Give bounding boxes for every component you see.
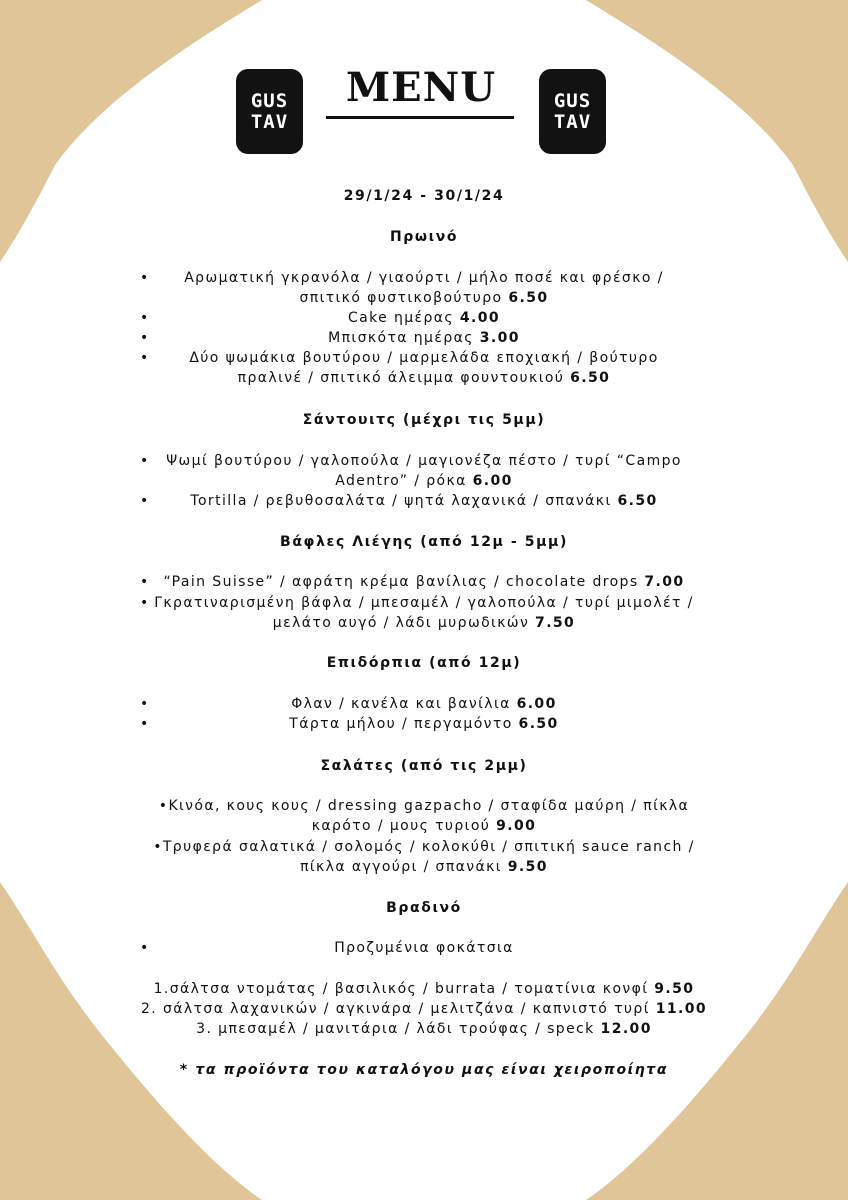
bullet: • (140, 716, 149, 732)
item-text: πίκλα αγγούρι / σπανάκι (300, 859, 508, 875)
logo-text-line1: GUS (553, 89, 592, 112)
item-price: 12.00 (600, 1021, 652, 1037)
gustav-logo-right (539, 69, 606, 154)
menu-item-line (0, 473, 848, 489)
logo-text-line2: TAV (553, 110, 592, 133)
section-heading-waffles: Βάφλες Λιέγης (από 12μ - 5μμ) (280, 534, 568, 550)
menu-item-line (0, 290, 848, 306)
menu-item-line (0, 716, 848, 732)
section-heading-sandwiches: Σάντουιτς (μέχρι τις 5μμ) (302, 412, 546, 428)
item-price: 6.50 (508, 290, 549, 306)
item-price: 9.50 (654, 981, 695, 997)
item-price: 9.00 (496, 818, 537, 834)
bullet: • (140, 696, 149, 712)
section-heading-desserts: Επιδόρπια (από 12μ) (326, 655, 522, 671)
section-heading-dinner: Βραδινό (386, 900, 462, 916)
item-text: Τάρτα μήλου / περγαμόντο (289, 716, 519, 732)
bullet: • (140, 330, 149, 346)
item-text: 3. μπεσαμέλ / μανιτάρια / λάδι τρούφας / speck (196, 1021, 601, 1037)
item-text: Adentro” / ρόκα (335, 473, 473, 489)
date-range: 29/1/24 - 30/1/24 (343, 188, 505, 204)
bullet: • (140, 574, 149, 590)
bullet: • (140, 310, 149, 326)
bullet: • (140, 940, 149, 956)
menu-item-line (0, 981, 848, 997)
bullet: • (140, 350, 149, 366)
menu-item-line: •Κινόα, κους κους / dressing gazpacho / σταφίδα μαύρη / πίκλα (158, 798, 690, 814)
item-price: 6.50 (518, 716, 559, 732)
menu-item-line (0, 1001, 848, 1017)
section-heading-salads: Σαλάτες (από τις 2μμ) (320, 758, 528, 774)
item-price: 11.00 (655, 1001, 707, 1017)
item-text: καρότο / μους τυριού (311, 818, 497, 834)
logo-text-line2: TAV (250, 110, 289, 133)
item-text: “Pain Suisse” / αφράτη κρέμα βανίλιας / chocolate drops (163, 574, 645, 590)
item-price: 6.50 (617, 493, 658, 509)
bullet: • (140, 270, 149, 286)
item-price: 7.00 (644, 574, 685, 590)
item-price: 9.50 (507, 859, 548, 875)
menu-item-line (0, 615, 848, 631)
section-heading-breakfast: Πρωινό (389, 229, 459, 245)
menu-item-line (0, 859, 848, 875)
item-price: 7.50 (535, 615, 576, 631)
menu-item-line (0, 574, 848, 590)
bullet: • (140, 453, 149, 469)
menu-item-line: Γκρατιναρισμένη βάφλα / μπεσαμέλ / γαλοπούλα / τυρί μιμολέτ / (154, 595, 694, 611)
item-text: σπιτικό φυστικοβούτυρο (299, 290, 509, 306)
item-text: Μπισκότα ημέρας (328, 330, 480, 346)
menu-item-line: Αρωματική γκρανόλα / γιαούρτι / μήλο ποσέ και φρέσκο / (184, 270, 664, 286)
menu-item-line (0, 493, 848, 509)
item-text: Φλαν / κανέλα και βανίλια (291, 696, 517, 712)
item-price: 4.00 (459, 310, 501, 326)
menu-title: MENU (345, 64, 497, 111)
item-price: 6.50 (570, 370, 611, 386)
item-text: πραλινέ / σπιτικό άλειμμα φουντουκιού (237, 370, 571, 386)
item-text: μελάτο αυγό / λάδι μυρωδικών (272, 615, 536, 631)
menu-item-line: Προζυμένια φοκάτσια (334, 940, 514, 956)
menu-item-line: Δύο ψωμάκια βουτύρου / μαρμελάδα εποχιακή / βούτυρο (189, 350, 659, 366)
bullet: • (140, 493, 149, 509)
menu-item-line (0, 818, 848, 834)
item-price: 3.00 (479, 330, 520, 346)
item-text: Tortilla / ρεβυθοσαλάτα / ψητά λαχανικά / σπανάκι (190, 493, 618, 509)
gustav-logo-left (236, 69, 303, 154)
item-text: 1.σάλτσα ντομάτας / βασιλικός / burrata / τοματίνια κονφί (153, 981, 655, 997)
menu-item-line: •Τρυφερά σαλατικά / σολομός / κολοκύθι / σπιτική sauce ranch / (153, 839, 695, 855)
title-underline (326, 116, 514, 119)
item-text: Cake ημέρας (347, 310, 460, 326)
item-text: 2. σάλτσα λαχανικών / αγκινάρα / μελιτζάνα / καπνιστό τυρί (141, 1001, 656, 1017)
menu-item-line (0, 310, 848, 326)
menu-item-line (0, 1021, 848, 1037)
logo-text-line1: GUS (250, 89, 289, 112)
menu-item-line (0, 330, 848, 346)
menu-item-line (0, 370, 848, 386)
menu-item-line: Ψωμί βουτύρου / γαλοπούλα / μαγιονέζα πέστο / τυρί “Campo (166, 453, 682, 469)
item-price: 6.00 (516, 696, 557, 712)
item-price: 6.00 (472, 473, 513, 489)
menu-item-line (0, 696, 848, 712)
bullet: • (140, 595, 149, 611)
footnote: * τα προϊόντα του καταλόγου μας είναι χειροποίητα (179, 1062, 669, 1078)
